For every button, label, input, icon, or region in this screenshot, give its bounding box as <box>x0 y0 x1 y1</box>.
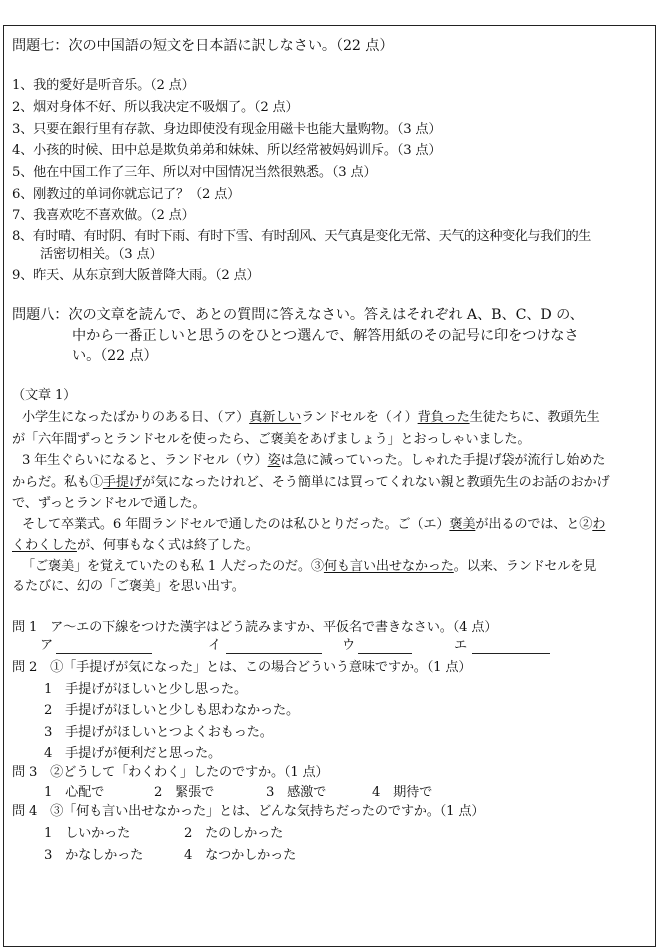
section7-item-8: 8、有时晴、有时阴、有时下雨、有时下雪、有时刮风、天气真是变化无常、天气的这种变化与我们的生 <box>12 229 591 244</box>
passage-line-9: るたびに、幻の「ご褒美」を思い出す。 <box>12 579 245 594</box>
q1-label-i: イ <box>208 638 221 653</box>
section8-heading-line2: 中から一番正しいと思うのをひとつ選んで、解答用紙のその記号に印をつけなさ <box>72 328 579 344</box>
section7-item-4: 4、小孩的时候、田中总是欺负弟弟和妹妹、所以经常被妈妈训斥。（3 点） <box>12 143 442 158</box>
q3-option-3[interactable]: 3 感激で <box>266 785 327 800</box>
underlined-word-e: 褒美 <box>449 517 476 532</box>
passage-line-2: が「六年間ずっとランドセルを使ったら、ご褒美をあげましょう」とおっしゃいました。 <box>12 432 531 447</box>
section7-item-6: 6、刚教过的单词你就忘记了？（2 点） <box>12 187 241 202</box>
q2-option-1[interactable]: 1 手提げがほしいと少し思った。 <box>44 682 248 697</box>
section7-item-2: 2、烟对身体不好、所以我决定不吸烟了。（2 点） <box>12 100 299 115</box>
q3-option-1[interactable]: 1 心配で <box>44 785 105 800</box>
q1-blank-e[interactable] <box>472 653 550 654</box>
section7-item-7: 7、我喜欢吃不喜欢做。（2 点） <box>12 208 195 223</box>
q2-option-4[interactable]: 4 手提げが便利だと思った。 <box>44 746 222 761</box>
underlined-wakuwaku-end: くわくした <box>12 538 77 553</box>
underlined-word-u: 姿 <box>267 453 281 468</box>
passage-line-5: で、ずっとランドセルで通した。 <box>12 496 206 511</box>
passage-line-3: 3 年生ぐらいになると、ランドセル（ウ）姿は急に減っていった。しゃれた手提げ袋が流行し始めた <box>22 453 606 468</box>
q1-blank-a[interactable] <box>56 653 152 654</box>
section7-item-9: 9、昨天、从东京到大阪普降大雨。（2 点） <box>12 268 260 283</box>
section7-heading: 問題七：次の中国語の短文を日本語に訳しなさい。（22 点） <box>12 38 394 54</box>
q4-option-3[interactable]: 3 かなしかった <box>44 848 144 863</box>
question-2-text: 問 2 ①「手提げが気になった」とは、この場合どういう意味ですか。（1 点） <box>12 660 472 675</box>
q1-label-a: ア <box>40 638 53 653</box>
question-3-text: 問 3 ②どうして「わくわく」したのですか。（1 点） <box>12 765 329 780</box>
q1-label-u: ウ <box>342 638 355 653</box>
passage-label: （文章 1） <box>12 388 77 403</box>
q3-option-2[interactable]: 2 緊張で <box>154 785 215 800</box>
passage-line-6: そして卒業式。6 年間ランドセルで通したのは私ひとりだった。ご（エ）褒美が出るのでは、と②わ <box>22 517 606 532</box>
q3-option-4[interactable]: 4 期待で <box>372 785 433 800</box>
section7-item-1: 1、我的愛好是听音乐。（2 点） <box>12 78 195 93</box>
passage-line-1: 小学生になったばかりのある日、（ア）真新しいランドセルを（イ）背負った生徒たちに、教頭先生 <box>22 410 600 425</box>
section8-heading-line3: い。（22 点） <box>72 348 158 364</box>
question-1-text: 問 1 ア～エの下線をつけた漢字はどう読みますか、平仮名で書きなさい。（4 点） <box>12 620 498 635</box>
underlined-word-tesage: 手提げ <box>102 475 142 490</box>
section8-heading-line1: 問題八：次の文章を読んで、あとの質問に答えなさい。答えはそれぞれ A、B、C、D の、 <box>12 307 584 323</box>
q4-option-2[interactable]: 2 たのしかった <box>184 826 284 841</box>
section7-item-5: 5、他在中国工作了三年、所以对中国情况当然很熟悉。（3 点） <box>12 165 377 180</box>
q1-blank-i[interactable] <box>226 653 322 654</box>
passage-line-7: くわくしたが、何事もなく式は終了した。 <box>12 538 259 553</box>
section7-item-3: 3、只要在銀行里有存款、身边即使没有现金用磁卡也能大量购物。（3 点） <box>12 122 442 137</box>
q2-option-3[interactable]: 3 手提げがほしいとつよくおもった。 <box>44 725 273 740</box>
section7-item-8-cont: 活密切相关。（3 点） <box>40 247 163 262</box>
passage-line-8: 「ご褒美」を覚えていたのも私 1 人だったのだ。③何も言い出せなかった。以来、ランドセルを見 <box>22 559 597 574</box>
question-4-text: 問 4 ③「何も言い出せなかった」とは、どんな気持ちだったのですか。（1 点） <box>12 804 485 819</box>
passage-line-4: からだ。私も①手提げが気になったけれど、そう簡単には買ってくれない親と教頭先生のお話のおかげ <box>12 475 610 490</box>
underlined-word-i: 背負った <box>417 410 470 425</box>
q4-option-4[interactable]: 4 なつかしかった <box>184 848 297 863</box>
underlined-word-a: 真新しい <box>249 410 302 425</box>
q1-blank-u[interactable] <box>358 653 412 654</box>
underlined-wakuwaku-start: わ <box>592 517 606 532</box>
q2-option-2[interactable]: 2 手提げがほしいと少しも思わなかった。 <box>44 703 299 718</box>
q1-label-e: エ <box>454 638 467 653</box>
q4-option-1[interactable]: 1 しいかった <box>44 826 131 841</box>
underlined-phrase-3: 何も言い出せなかった <box>323 559 454 574</box>
